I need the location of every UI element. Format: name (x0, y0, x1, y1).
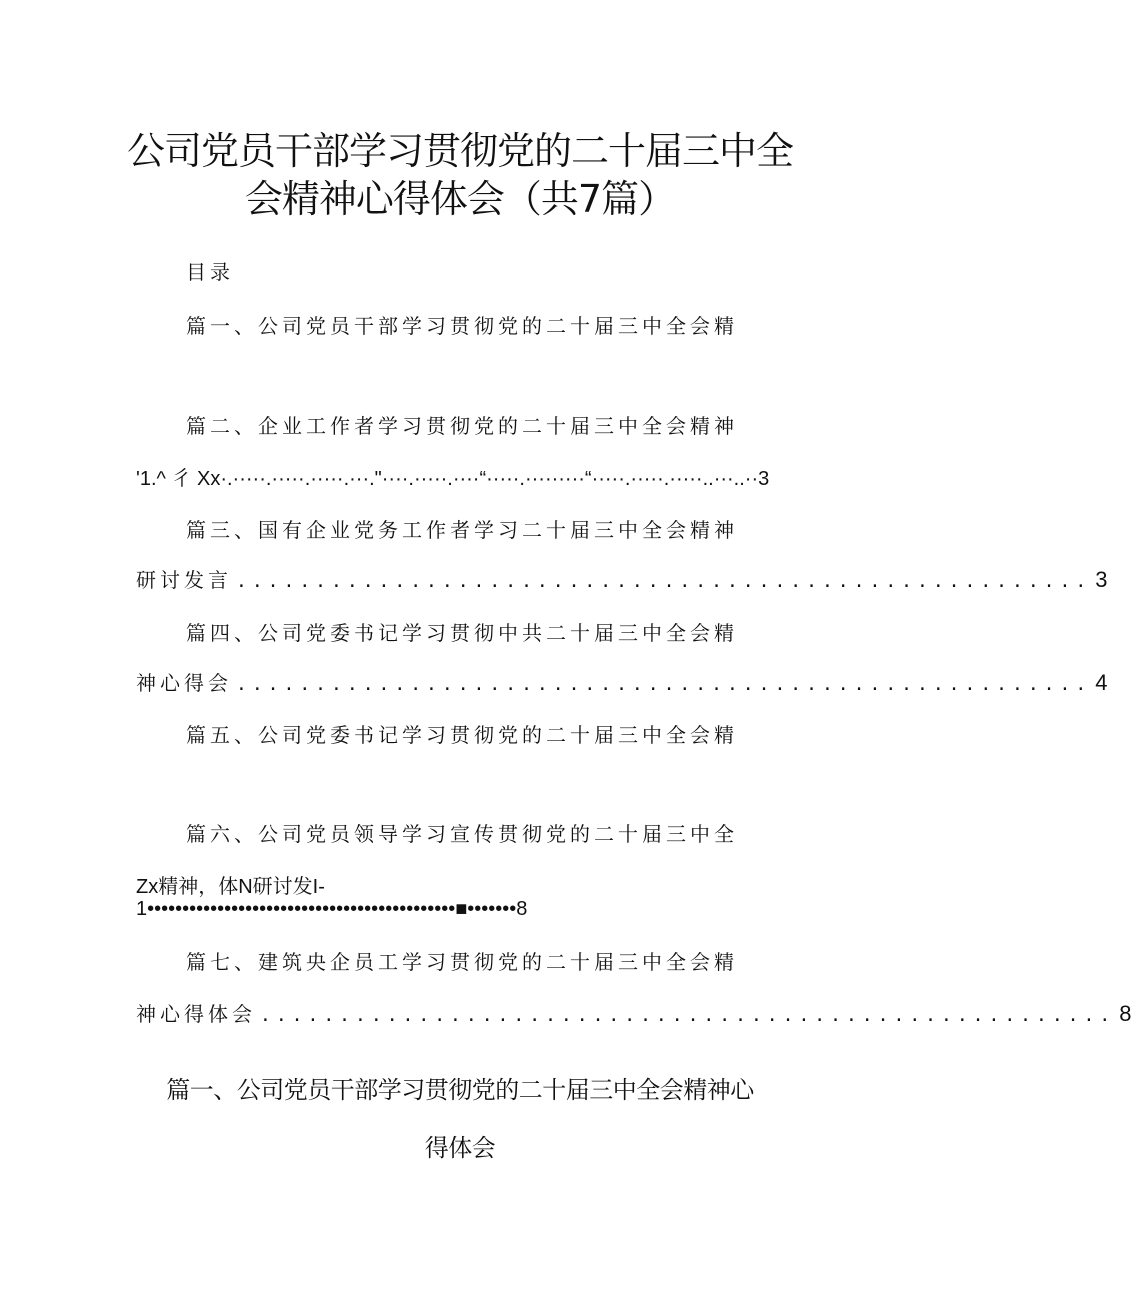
toc-heading: 目录 (186, 260, 234, 284)
toc-entry-3-continuation[interactable] (136, 564, 1108, 593)
toc-entry-6-continuation[interactable]: Zx精神，体N研讨发I- (136, 876, 325, 898)
toc-entry-3-page-number: 3 (1095, 567, 1108, 592)
toc-entry-7-continuation[interactable] (136, 998, 1131, 1027)
toc-entry-4-page-number: 4 (1095, 670, 1108, 695)
toc-entry-4-label: 神心得会 (136, 671, 232, 695)
toc-entry-4-title[interactable]: 篇四、公司党委书记学习贯彻中共二十届三中全会精 (186, 621, 738, 645)
toc-entry-2-leader[interactable]: '1.^ 彳 Xx·.·····.·····.·····.···."····.·····.····“·····.·········“·····.·····.·····..···..··3 (136, 468, 770, 490)
section-title-line-2: 得体会 (424, 1134, 496, 1162)
toc-entry-7-label: 神心得体会 (136, 1002, 256, 1026)
toc-entry-7-dot-leader: ...................................................... (260, 1005, 1116, 1026)
toc-entry-7-title[interactable]: 篇七、建筑央企员工学习贯彻党的二十届三中全会精 (186, 950, 738, 974)
document-title-line-1: 公司党员干部学习贯彻党的二十届三中全 (126, 129, 793, 173)
toc-entry-5-title[interactable]: 篇五、公司党委书记学习贯彻党的二十届三中全会精 (186, 723, 738, 747)
toc-entry-6-title[interactable]: 篇六、公司党员领导学习宣传贯彻党的二十届三中全 (186, 822, 738, 846)
toc-entry-1-title[interactable]: 篇一、公司党员干部学习贯彻党的二十届三中全会精 (186, 314, 738, 338)
toc-entry-3-title[interactable]: 篇三、国有企业党务工作者学习二十届三中全会精神 (186, 518, 738, 542)
toc-entry-2-title[interactable]: 篇二、企业工作者学习贯彻党的二十届三中全会精神 (186, 414, 738, 438)
toc-entry-4-continuation[interactable] (136, 667, 1108, 696)
section-title-line-1: 篇一、公司党员干部学习贯彻党的二十届三中全会精神心 (166, 1076, 754, 1104)
toc-entry-3-dot-leader: ...................................................... (236, 571, 1092, 592)
document-title-line-2: 会精神心得体会（共7篇） (244, 177, 676, 221)
toc-entry-3-label: 研讨发言 (136, 568, 232, 592)
toc-entry-7-page-number: 8 (1119, 1001, 1131, 1026)
toc-entry-4-dot-leader: ...................................................... (236, 674, 1092, 695)
toc-entry-6-leader[interactable]: 1••••••••••••••••••••••••••••••••••••••••••••■•••••••8 (136, 898, 528, 920)
